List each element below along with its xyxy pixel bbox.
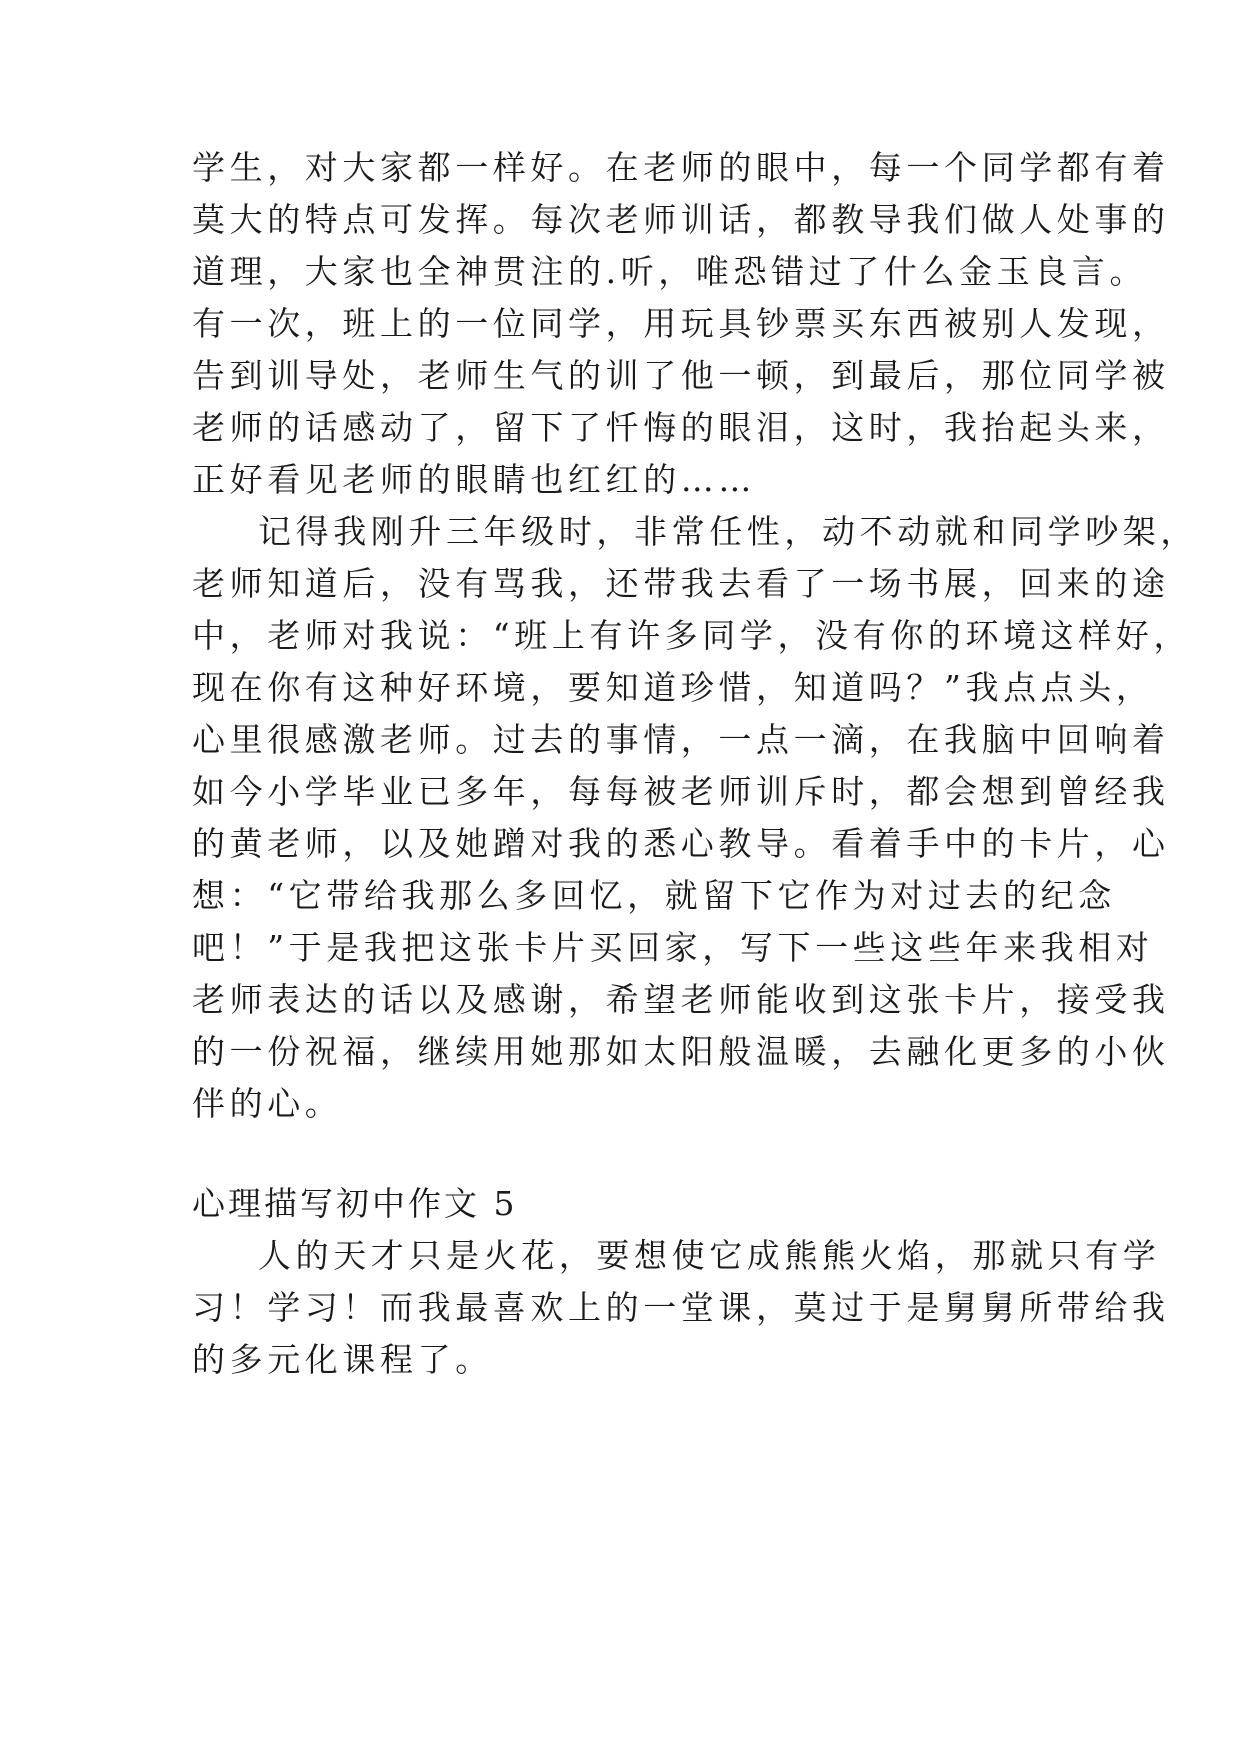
text-line: 中，老师对我说：“班上有许多同学，没有你的环境这样好， <box>192 616 1192 655</box>
text-line: 现在你有这种好环境，要知道珍惜，知道吗？”我点点头， <box>192 668 1154 707</box>
text-line: 老师的话感动了，留下了忏悔的眼泪，这时，我抬起头来， <box>192 408 1170 447</box>
text-line: 记得我刚升三年级时，非常任性，动不动就和同学吵架， <box>258 512 1198 551</box>
text-line: 如今小学毕业已多年，每每被老师训斥时，都会想到曾经我 <box>192 772 1170 811</box>
text-line: 老师表达的话以及感谢，希望老师能收到这张卡片，接受我 <box>192 980 1170 1019</box>
text-line: 吧！”于是我把这张卡片买回家，写下一些这些年来我相对 <box>192 928 1154 967</box>
text-line: 学生，对大家都一样好。在老师的眼中，每一个同学都有着 <box>192 148 1170 187</box>
text-line: 告到训导处，老师生气的训了他一顿，到最后，那位同学被 <box>192 356 1170 395</box>
text-line: 有一次，班上的一位同学，用玩具钞票买东西被别人发现， <box>192 304 1170 343</box>
text-line: 想：“它带给我那么多回忆，就留下它作为对过去的纪念 <box>192 876 1116 915</box>
text-line: 人的天才只是火花，要想使它成熊熊火焰，那就只有学 <box>258 1236 1161 1275</box>
section-heading: 心理描写初中作文 5 <box>192 1184 518 1223</box>
text-line: 的黄老师，以及她蹭对我的悉心教导。看着手中的卡片，心 <box>192 824 1170 863</box>
text-line: 的多元化课程了。 <box>192 1340 493 1379</box>
text-line: 心里很感激老师。过去的事情，一点一滴，在我脑中回响着 <box>192 720 1170 759</box>
text-line: 习！学习！而我最喜欢上的一堂课，莫过于是舅舅所带给我 <box>192 1288 1170 1327</box>
text-line: 老师知道后，没有骂我，还带我去看了一场书展，回来的途 <box>192 564 1170 603</box>
text-line: 伴的心。 <box>192 1084 343 1123</box>
text-line: 的一份祝福，继续用她那如太阳般温暖，去融化更多的小伙 <box>192 1032 1170 1071</box>
text-line: 正好看见老师的眼睛也红红的…… <box>192 460 756 499</box>
text-line: 莫大的特点可发挥。每次老师训话，都教导我们做人处事的 <box>192 200 1170 239</box>
text-line: 道理，大家也全神贯注的.听，唯恐错过了什么金玉良言。 <box>192 252 1148 291</box>
